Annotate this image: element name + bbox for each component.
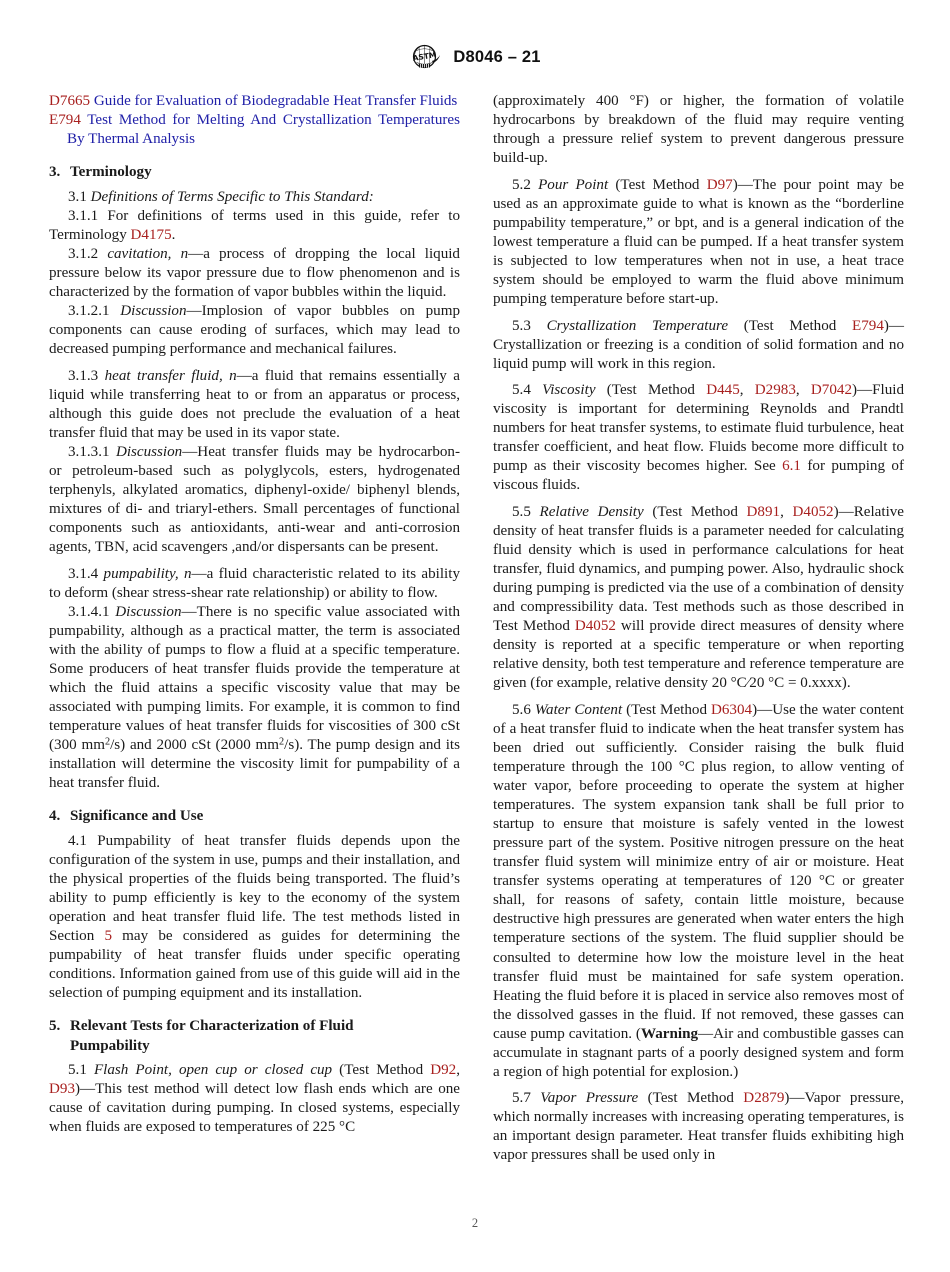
ref-designation-link[interactable]: D4175	[130, 226, 172, 243]
paragraph-text: )—The pour point may be used as an approximate guide to what is known as the “borderline pumpability temperature,” or bpt, and is a general indication of the lowest temperature a fluid can be pumped. If a heat transfer system is subjected to low temperatures when not in use, a heat trace system should be employed to warm the fluid above minimum pumping temperature before start-up.	[493, 176, 904, 307]
section-title: Terminology	[70, 164, 152, 181]
section-number: 5.	[49, 1018, 61, 1035]
test-name: Viscosity	[542, 382, 596, 399]
paragraph-number: 3.1.3	[68, 367, 99, 384]
section-cross-reference-link[interactable]: 6.1	[782, 458, 801, 475]
paragraph-3-1-2	[49, 245, 460, 302]
defined-term: heat transfer fluid, n	[104, 367, 237, 384]
ref-designation-link[interactable]: E794	[852, 317, 884, 334]
ref-designation-link[interactable]: D7665	[49, 93, 91, 109]
paragraph-5-4	[493, 381, 904, 495]
paragraph-number: 3.1.4	[68, 565, 99, 582]
paragraph-number: 3.1.2	[68, 245, 99, 262]
ref-designation-link[interactable]: D93	[49, 1081, 75, 1098]
paragraph-number: 4.1	[68, 832, 87, 849]
paragraph-text: —a process of dropping the local liquid pressure below its vapor pressure due to flow phenomenon and is characterized by the formation of vapor bubbles within the liquid.	[49, 245, 460, 300]
paragraph-number: 5.7	[512, 1090, 531, 1107]
paragraph-text: )—Use the water content of a heat transfer fluid to indicate when the heat transfer system has been dried out sufficiently. Consider raising the bulk fluid temperature through the 100 °C plus region, to allow venting of water vapor, before proceeding to operate the system at higher temperatures. The system expansion tank shall be full prior to startup to ensure that moisture is safely vented in the lowest pressure part of the system. Positive nitrogen pressure on the heat transfer fluid system will minimize entry of air or moisture. Heat transfer systems operating at temperatures of 120 °C or greater shall, for reasons of safety, contain little moisture, because destructive high pressures are generated when water enters the high temperature sections of the system. The fluid supplier should be consulted to determine how low the moisture level in the heat transfer fluid must be maintained for safe system operation. Heating the fluid before it is placed in service also removes most of the dissolved gasses in the fluid. If not removed, these gasses can cause pump cavitation. (	[493, 701, 904, 1042]
paragraph-number: 3.1.2.1	[68, 302, 110, 319]
discussion-label: Discussion	[115, 603, 182, 620]
paragraph-text: —a fluid characteristic related to its ability to deform (shear stress-shear rate relationship) or ability to flow.	[49, 565, 460, 601]
paragraph-5-7	[493, 1089, 904, 1165]
ref-designation-link[interactable]: D6304	[710, 701, 753, 718]
astm-logo-icon	[409, 44, 443, 71]
paragraph-text: (Test Method	[595, 382, 707, 399]
discussion-label: Discussion	[120, 302, 187, 319]
paragraph-text: for pumping of viscous fluids.	[493, 458, 904, 494]
paragraph-text: )—Fluid viscosity is important for determining Reynolds and Prandtl numbers for heat transfer systems, to estimate fluid turbulence, heat transfer coefficient, and heat flow. Fluids become more difficult to pump as their viscosity becomes higher. See	[493, 382, 904, 475]
defined-term: pumpability, n	[103, 565, 192, 582]
paragraph-text: (Test Method	[638, 1090, 744, 1107]
paragraph-3-1-4	[49, 565, 460, 603]
warning-label: Warning	[640, 1025, 699, 1042]
paragraph-text: )—Vapor pressure, which normally increases with increasing operating temperatures, is an important design parameter. Heat transfer fluids exhibiting high vapor pressures shall be used only in	[493, 1090, 905, 1164]
paragraph-3-1-4-1	[49, 603, 460, 793]
section-number: 4.	[49, 808, 61, 825]
paragraph-5-2	[493, 176, 904, 309]
paragraph-text: /s). The pump design and its installation will determine the viscosity limit for pumpability of a heat transfer fluid.	[49, 736, 460, 792]
test-name: Crystallization Temperature	[546, 317, 729, 334]
svg-text:ASTM: ASTM	[412, 50, 438, 63]
right-column	[493, 92, 904, 1197]
paragraph-text: (Test Method	[332, 1062, 431, 1079]
ref-designation-link[interactable]: D445	[706, 382, 740, 399]
paragraph-5-1	[49, 1061, 460, 1137]
ref-designation-link[interactable]: D2879	[743, 1090, 785, 1107]
paragraph-number: 5.3	[512, 317, 531, 334]
superscript-exponent: 2	[279, 736, 285, 748]
page-number: 2	[471, 1216, 479, 1230]
paragraph-3-1	[49, 188, 460, 207]
test-name: Water Content	[534, 701, 623, 718]
paragraph-text: ,	[739, 382, 755, 399]
paragraph-text: Pumpability of heat transfer fluids depends upon the configuration of the system in use, pumps and their installation, and the physical properties of the fluids being transported. The fluid’s ability to pump efficiently is key to the economy of the system operation and heat transfer fluid life. The test methods listed in Section	[49, 832, 460, 944]
ref-designation-link[interactable]: D891	[746, 503, 781, 520]
test-name: Vapor Pressure	[540, 1090, 639, 1107]
test-name: Flash Point, open cup or closed cup	[93, 1062, 333, 1079]
referenced-document-e794	[49, 111, 460, 149]
ref-title-link[interactable]: Guide for Evaluation of Biodegradable Heat Transfer Fluids	[93, 93, 458, 109]
two-column-body	[49, 92, 905, 1197]
paragraph-number: 5.6	[512, 701, 531, 718]
paragraph-text: (Test Method	[608, 176, 707, 193]
paragraph-3-1-1	[49, 207, 460, 245]
paragraph-text: —Implosion of vapor bubbles on pump components can cause eroding of surfaces, which may lead to decreased pumping performance and mechanical failures.	[49, 302, 460, 358]
paragraph-text: —Heat transfer fluids may be hydrocarbon- or petroleum-based such as polyglycols, esters, hydrogenated terphenyls, alkylated aromatics, diphenyl-oxide/ biphenyl blends, mixtures of di- and triaryl-ethers. Small percentages of functional components such as antioxidants, anti-wear and anti-corrosion agents, TBN, acid scavengers ,and/or dispersants can be present.	[49, 443, 460, 555]
paragraph-number: 3.1.4.1	[68, 603, 110, 620]
paragraph-text: —a fluid that remains essentially a liquid while transferring heat to or from an apparatus or process, although this guide does not preclude the evaluation of a heat transfer fluid that may be used in its vapor state.	[49, 367, 460, 441]
paragraph-text: )—Relative density of heat transfer fluids is a parameter needed for calculating fluid density which is used in performance calculations for heat transfer, fluid dynamics, and pumping power. Also, hydraulic shock during pumping is predicted via the use of a combination of density and compressibility data. Test methods such as those described in Test Method	[493, 503, 905, 635]
paragraph-text: —Air and combustible gasses can accumulate in stagnant parts of a poorly designed system and form a region of high potential for explosion.)	[493, 1025, 904, 1080]
defined-term: cavitation, n	[107, 245, 189, 262]
paragraph-text: For definitions of terms used in this guide, refer to Terminology	[49, 207, 460, 243]
paragraph-number: 5.2	[512, 176, 531, 193]
paragraph-text: (Test Method	[728, 317, 852, 334]
ref-designation-link[interactable]: D97	[706, 176, 733, 193]
paragraph-text: may be considered as guides for determining the pumpability of heat transfer fluids under specific operating conditions. Information gained from use of this guide will aid in the selection of pumping equipment and its installation.	[49, 927, 460, 1001]
section-heading-4	[49, 807, 460, 827]
defined-term: Definitions of Terms Specific to This Standard:	[90, 188, 374, 205]
paragraph-5-6	[493, 701, 904, 1082]
ref-designation-link[interactable]: D7042	[810, 382, 852, 399]
ref-designation-link[interactable]: E794	[49, 112, 81, 129]
paragraph-number: 5.5	[512, 503, 531, 520]
discussion-label: Discussion	[115, 443, 183, 460]
paragraph-number: 5.1	[68, 1062, 87, 1079]
paragraph-text: ,	[456, 1062, 461, 1079]
ref-designation-link[interactable]: D92	[430, 1062, 457, 1079]
ref-title-link[interactable]: Test Method for Melting And Crystallization Temperatures By Thermal Analysis	[67, 112, 460, 148]
paragraph-number: 3.1	[68, 188, 87, 205]
paragraph-text: (Test Method	[622, 701, 711, 718]
section-title-line2: Pumpability	[70, 1037, 150, 1054]
paragraph-text: —There is no specific value associated with pumpability, although as a practical matter, the term is associated with the ability of pumps to flow a fluid at a specific temperature. Some producers of heat transfer fluids provide the temperature at which the fluid attains a specific viscosity value that may be associated with pumping limits. For example, it is common to find temperature values of heat transfer fluids for viscosities of 300 cSt (300 mm	[49, 603, 460, 753]
paragraph-number: 3.1.3.1	[68, 443, 110, 460]
test-name: Pour Point	[538, 176, 609, 193]
paragraph-3-1-3-1	[49, 443, 460, 557]
paragraph-text: ,	[780, 503, 793, 520]
paragraph-text: (Test Method	[643, 503, 747, 520]
section-number: 3.	[49, 164, 61, 181]
paragraph-number: 5.4	[512, 382, 531, 399]
paragraph-number: 3.1.1	[68, 207, 99, 224]
paragraph-text: will provide direct measures of density where density is reported at a specific temperature or when reporting relative density, both test temperature and reference temperature are given (for example, relative density 20 °C⁄20 °C = 0.xxxx).	[493, 618, 904, 692]
ref-designation-link[interactable]: D4052	[574, 618, 616, 635]
page-header	[0, 44, 950, 71]
paragraph-text: )—Crystallization or freezing is a condition of solid formation and no liquid pump will work in this region.	[493, 317, 904, 372]
paragraph-3-1-2-1	[49, 302, 460, 359]
paragraph-3-1-3	[49, 367, 460, 443]
paragraph-4-1	[49, 832, 460, 1003]
section-heading-5	[49, 1017, 460, 1056]
standard-designation: D8046 – 21	[453, 48, 541, 66]
paragraph-text: .	[171, 226, 176, 243]
paragraph-5-3	[493, 317, 904, 374]
paragraph-text: /s) and 2000 cSt (2000 mm	[110, 736, 280, 753]
section-title: Relevant Tests for Characterization of Fluid	[70, 1018, 354, 1035]
paragraph-text: ,	[795, 382, 811, 399]
page-footer	[0, 1216, 950, 1231]
test-name: Relative Density	[539, 503, 644, 520]
section-title: Significance and Use	[70, 808, 204, 825]
ref-designation-link[interactable]: D4052	[792, 503, 834, 520]
left-column	[49, 92, 460, 1197]
paragraph-5-1-continued: (approximately 400 °F) or higher, the formation of volatile hydrocarbons by breakdown of the fluid may require venting through a pressure relief system to prevent dangerous pressure build-up.	[493, 93, 904, 167]
paragraph-5-5	[493, 503, 904, 693]
referenced-document-d7665	[49, 92, 460, 111]
section-heading-3	[49, 163, 460, 183]
superscript-exponent: 2	[104, 736, 111, 748]
paragraph-text: )—This test method will detect low flash ends which are one cause of cavitation during pumping. In closed systems, especially when fluids are exposed to temperatures of 225 °C	[49, 1081, 460, 1136]
ref-designation-link[interactable]: D2983	[754, 382, 796, 399]
section-cross-reference-link[interactable]: 5	[104, 927, 112, 944]
